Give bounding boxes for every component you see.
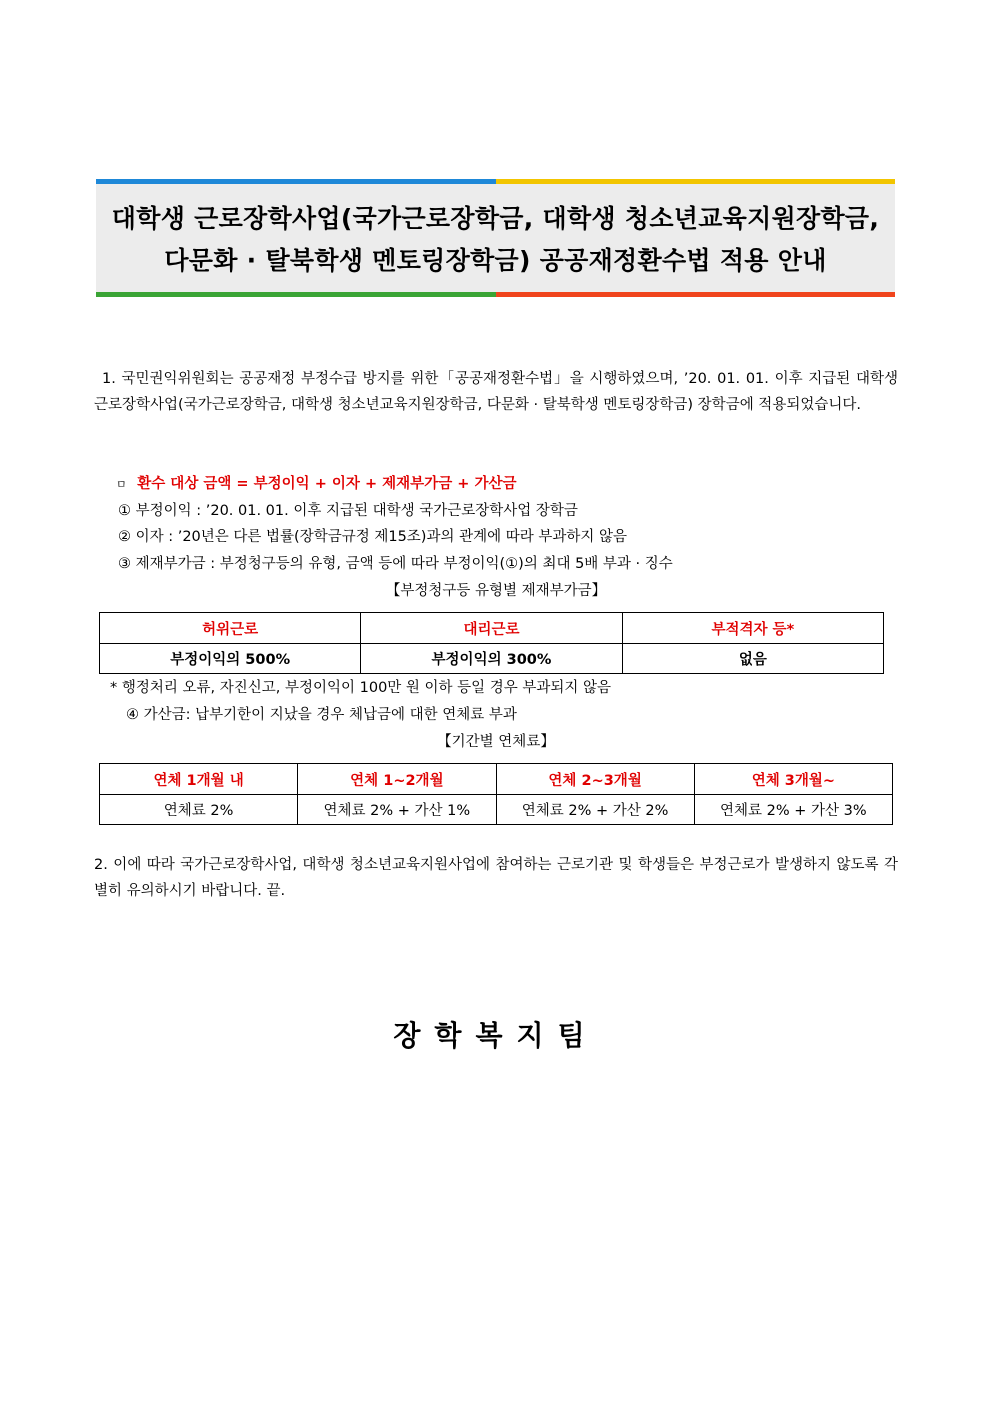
table-header-cell: 연체 3개월~ <box>694 764 892 795</box>
table-header-cell: 연체 1~2개월 <box>298 764 496 795</box>
penalty-table <box>99 612 884 674</box>
table-row <box>100 795 893 825</box>
title-box <box>96 179 895 297</box>
item-3: ③ 제재부가금 : 부정청구등의 유형, 금액 등에 따라 부정이익(①)의 최대 5배 부과 · 징수 <box>118 556 673 572</box>
bullet-line <box>116 473 516 496</box>
table-cell: 연체료 2% + 가산 3% <box>694 795 892 825</box>
table-header-cell: 허위근로 <box>100 613 361 644</box>
team-name: 장학복지팀 <box>393 1019 599 1052</box>
item-4: ④ 가산금: 납부기한이 지났을 경우 체납금에 대한 연체료 부과 <box>126 707 517 723</box>
title-bar-bottom <box>96 292 895 297</box>
item-2: ② 이자 : ’20년은 다른 법률(장학금규정 제15조)과의 관계에 따라 부과하지 않음 <box>118 529 627 545</box>
bar-orange <box>496 292 896 297</box>
item-1: ① 부정이익 : ’20. 01. 01. 이후 지급된 대학생 국가근로장학사업 장학금 <box>118 503 578 519</box>
penalty-table-caption: 【부정청구등 유형별 제재부가금】 <box>385 583 607 599</box>
table-header-cell: 부적격자 등* <box>622 613 883 644</box>
page-title <box>96 198 895 282</box>
table-header-cell: 연체 2~3개월 <box>496 764 694 795</box>
section-1-paragraph: 1. 국민권익위원회는 공공재정 부정수급 방지를 위한「공공재정환수법」을 시행하였으며, ’20. 01. 01. 이후 지급된 대학생 근로장학사업(국가근로장학금, 대학생 청소년교육지원장학금, 다문화 · 탈북학생 멘토링장학금) 장학금에 적용되었습니다. <box>94 371 898 413</box>
late-table-caption: 【기간별 연체료】 <box>437 734 555 750</box>
late-fee-table <box>99 763 893 825</box>
title-line-2: 다문화 · 탈북학생 멘토링장학금) 공공재정환수법 적용 안내 <box>164 246 827 275</box>
bar-blue <box>96 179 496 184</box>
table-header-row <box>100 613 884 644</box>
table-cell: 없음 <box>622 644 883 674</box>
table-cell: 연체료 2% + 가산 2% <box>496 795 694 825</box>
section-2-paragraph: 2. 이에 따라 국가근로장학사업, 대학생 청소년교육지원사업에 참여하는 근로기관 및 학생들은 부정근로가 발생하지 않도록 각별히 유의하시기 바랍니다. 끝. <box>94 857 898 899</box>
title-line-1: 대학생 근로장학사업(국가근로장학금, 대학생 청소년교육지원장학금, <box>111 204 880 233</box>
table-cell: 부정이익의 300% <box>361 644 622 674</box>
table-header-row <box>100 764 893 795</box>
table-header-cell: 연체 1개월 내 <box>100 764 298 795</box>
bar-yellow <box>496 179 896 184</box>
table-cell: 연체료 2% + 가산 1% <box>298 795 496 825</box>
table-cell: 연체료 2% <box>100 795 298 825</box>
recovery-formula: 환수 대상 금액 = 부정이익 + 이자 + 제재부가금 + 가산금 <box>137 476 517 492</box>
table-header-cell: 대리근로 <box>361 613 622 644</box>
bullet-marker: ㅁ <box>116 478 127 491</box>
title-bar-top <box>96 179 895 184</box>
table-cell: 부정이익의 500% <box>100 644 361 674</box>
bar-green <box>96 292 496 297</box>
table-row <box>100 644 884 674</box>
footnote: * 행정처리 오류, 자진신고, 부정이익이 100만 원 이하 등일 경우 부과되지 않음 <box>110 680 612 696</box>
